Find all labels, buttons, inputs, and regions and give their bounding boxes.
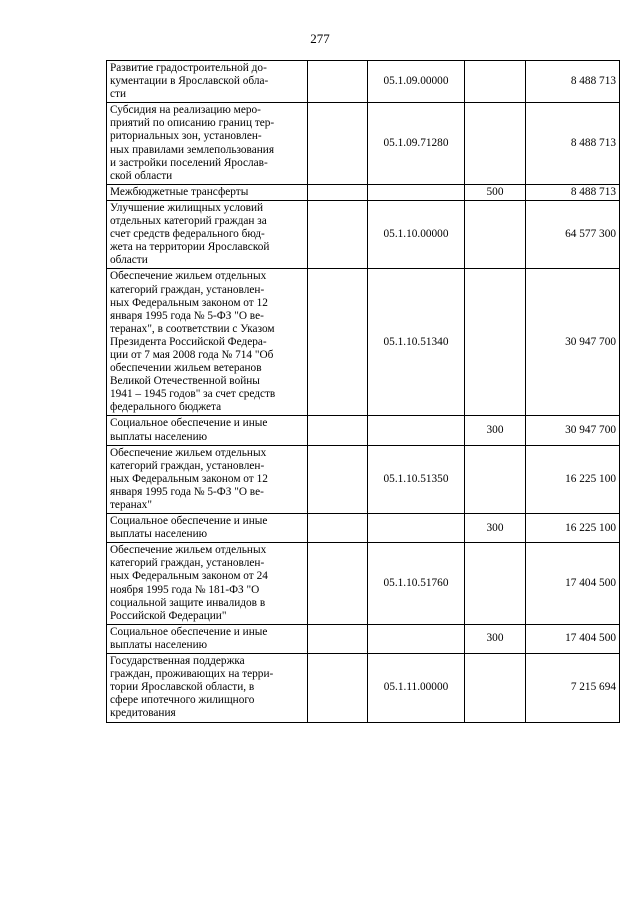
expense-type-cell: 300 <box>465 416 526 445</box>
target-code-cell: 05.1.10.00000 <box>368 200 465 268</box>
item-name-cell: Субсидия на реализацию меро- приятий по описанию границ тер- риториальных зон, установлен- ных правилами землепользования и застройки поселений Ярослав- ской области <box>107 103 308 185</box>
empty-cell <box>308 543 368 625</box>
table-row <box>107 184 620 200</box>
target-code-cell: 05.1.10.51350 <box>368 445 465 513</box>
page-number: 277 <box>310 31 330 46</box>
target-code-cell <box>368 624 465 653</box>
amount-cell: 17 404 500 <box>526 624 620 653</box>
target-code-cell: 05.1.10.51760 <box>368 543 465 625</box>
table-row <box>107 103 620 185</box>
table-row <box>107 269 620 416</box>
item-name-cell: Социальное обеспечение и иные выплаты населению <box>107 416 308 445</box>
amount-cell: 30 947 700 <box>526 416 620 445</box>
item-name-cell: Социальное обеспечение и иные выплаты населению <box>107 624 308 653</box>
item-name-cell: Межбюджетные трансферты <box>107 184 308 200</box>
amount-cell: 16 225 100 <box>526 445 620 513</box>
expense-type-cell <box>465 61 526 103</box>
empty-cell <box>308 269 368 416</box>
budget-table <box>106 60 620 723</box>
expense-type-cell <box>465 103 526 185</box>
table-row <box>107 654 620 722</box>
expense-type-cell <box>465 269 526 416</box>
target-code-cell <box>368 184 465 200</box>
table-body <box>107 61 620 723</box>
amount-cell: 8 488 713 <box>526 184 620 200</box>
table-row <box>107 61 620 103</box>
empty-cell <box>308 654 368 722</box>
amount-cell: 8 488 713 <box>526 61 620 103</box>
table-row <box>107 416 620 445</box>
expense-type-cell: 500 <box>465 184 526 200</box>
empty-cell <box>308 184 368 200</box>
expense-type-cell: 300 <box>465 514 526 543</box>
empty-cell <box>308 416 368 445</box>
expense-type-cell <box>465 654 526 722</box>
empty-cell <box>308 514 368 543</box>
empty-cell <box>308 103 368 185</box>
item-name-cell: Обеспечение жильем отдельных категорий граждан, установлен- ных Федеральным законом от 12 января 1995 года № 5-ФЗ "О ве- теранах" <box>107 445 308 513</box>
target-code-cell: 05.1.09.00000 <box>368 61 465 103</box>
amount-cell: 64 577 300 <box>526 200 620 268</box>
empty-cell <box>308 445 368 513</box>
amount-cell: 16 225 100 <box>526 514 620 543</box>
empty-cell <box>308 61 368 103</box>
target-code-cell <box>368 416 465 445</box>
expense-type-cell <box>465 200 526 268</box>
expense-type-cell: 300 <box>465 624 526 653</box>
table-row <box>107 200 620 268</box>
empty-cell <box>308 200 368 268</box>
table-row <box>107 624 620 653</box>
amount-cell: 30 947 700 <box>526 269 620 416</box>
table-row <box>107 543 620 625</box>
amount-cell: 8 488 713 <box>526 103 620 185</box>
target-code-cell: 05.1.09.71280 <box>368 103 465 185</box>
empty-cell <box>308 624 368 653</box>
target-code-cell: 05.1.10.51340 <box>368 269 465 416</box>
item-name-cell: Обеспечение жильем отдельных категорий граждан, установлен- ных Федеральным законом от 24 ноября 1995 года № 181-ФЗ "О социальной защите инвалидов в Российской Федерации" <box>107 543 308 625</box>
target-code-cell: 05.1.11.00000 <box>368 654 465 722</box>
expense-type-cell <box>465 543 526 625</box>
expense-type-cell <box>465 445 526 513</box>
item-name-cell: Обеспечение жильем отдельных категорий граждан, установлен- ных Федеральным законом от 12 января 1995 года № 5-ФЗ "О ве- теранах", в соответствии с Указом Президента Российской Федера- ции от 7 мая 2008 года № 714 "Об обеспечении жильем ветеранов Великой Отечественной войны 1941 – 1945 годов" за счет средств федерального бюджета <box>107 269 308 416</box>
target-code-cell <box>368 514 465 543</box>
amount-cell: 17 404 500 <box>526 543 620 625</box>
item-name-cell: Государственная поддержка граждан, проживающих на терри- тории Ярославской области, в сфере ипотечного жилищного кредитования <box>107 654 308 722</box>
table-row <box>107 445 620 513</box>
amount-cell: 7 215 694 <box>526 654 620 722</box>
item-name-cell: Улучшение жилищных условий отдельных категорий граждан за счет средств федерального бюд- жета на территории Ярославской области <box>107 200 308 268</box>
item-name-cell: Развитие градостроительной до- кументации в Ярославской обла- сти <box>107 61 308 103</box>
table-row <box>107 514 620 543</box>
item-name-cell: Социальное обеспечение и иные выплаты населению <box>107 514 308 543</box>
